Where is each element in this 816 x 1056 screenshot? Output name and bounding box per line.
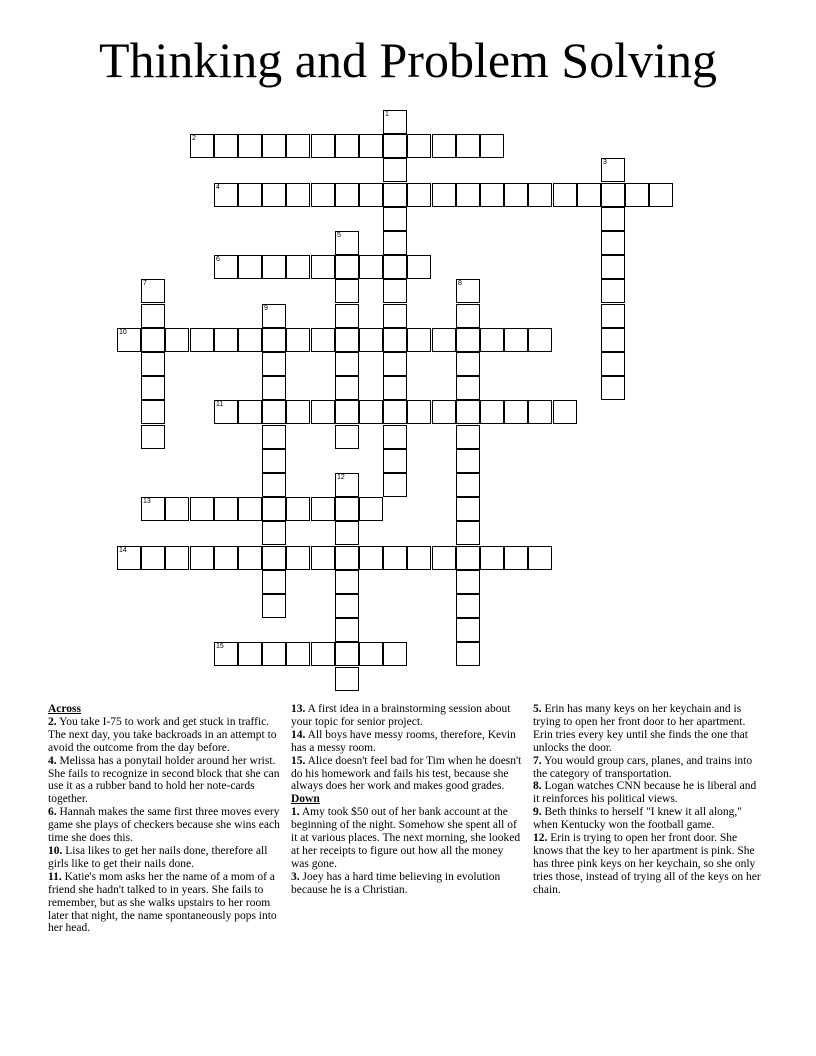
grid-cell[interactable] bbox=[577, 183, 601, 207]
grid-cell[interactable] bbox=[262, 594, 286, 618]
grid-cell[interactable] bbox=[190, 546, 214, 570]
grid-cell[interactable] bbox=[383, 473, 407, 497]
grid-cell[interactable] bbox=[480, 546, 504, 570]
grid-cell[interactable] bbox=[504, 183, 528, 207]
grid-cell[interactable] bbox=[286, 328, 310, 352]
grid-cell[interactable] bbox=[335, 521, 359, 545]
grid-cell[interactable] bbox=[262, 134, 286, 158]
grid-cell[interactable] bbox=[190, 328, 214, 352]
grid-cell[interactable] bbox=[383, 304, 407, 328]
grid-cell[interactable] bbox=[456, 546, 480, 570]
grid-cell[interactable] bbox=[141, 376, 165, 400]
grid-cell[interactable] bbox=[528, 183, 552, 207]
clue-text: Katie's mom asks her the name of a mom of a friend she hadn't talked to in years. She fails to remember, but as she walks upstairs to her room later that night, the name spontaneously pops into her head. bbox=[48, 870, 277, 935]
grid-cell[interactable] bbox=[141, 497, 165, 521]
grid-cell[interactable] bbox=[214, 400, 238, 424]
cell-number: 13 bbox=[143, 498, 151, 505]
grid-cell[interactable] bbox=[601, 231, 625, 255]
grid-cell[interactable] bbox=[456, 425, 480, 449]
grid-cell[interactable] bbox=[335, 376, 359, 400]
grid-cell[interactable] bbox=[528, 400, 552, 424]
grid-cell[interactable] bbox=[286, 183, 310, 207]
grid-cell[interactable] bbox=[407, 255, 431, 279]
grid-cell[interactable] bbox=[456, 376, 480, 400]
grid-cell[interactable] bbox=[286, 642, 310, 666]
grid-cell[interactable] bbox=[456, 352, 480, 376]
grid-cell[interactable] bbox=[262, 425, 286, 449]
grid-cell[interactable] bbox=[262, 521, 286, 545]
cell-number: 15 bbox=[216, 643, 224, 650]
grid-cell[interactable] bbox=[456, 400, 480, 424]
clue-number: 4. bbox=[48, 754, 57, 767]
grid-cell[interactable] bbox=[504, 546, 528, 570]
grid-cell[interactable] bbox=[407, 183, 431, 207]
clue-text: All boys have messy rooms, therefore, Kevin has a messy room. bbox=[291, 728, 516, 754]
grid-cell[interactable] bbox=[456, 328, 480, 352]
grid-cell[interactable] bbox=[359, 497, 383, 521]
grid-cell[interactable] bbox=[238, 497, 262, 521]
cell-number: 8 bbox=[458, 280, 462, 287]
grid-cell[interactable] bbox=[214, 328, 238, 352]
grid-cell[interactable] bbox=[383, 134, 407, 158]
clue-number: 3. bbox=[291, 870, 300, 883]
grid-cell[interactable] bbox=[601, 158, 625, 182]
grid-cell[interactable] bbox=[407, 400, 431, 424]
grid-cell[interactable] bbox=[165, 328, 189, 352]
grid-cell[interactable] bbox=[238, 183, 262, 207]
grid-cell[interactable] bbox=[383, 158, 407, 182]
grid-cell[interactable] bbox=[335, 473, 359, 497]
grid-cell[interactable] bbox=[141, 279, 165, 303]
grid-cell[interactable] bbox=[528, 546, 552, 570]
grid-cell[interactable] bbox=[335, 497, 359, 521]
grid-cell[interactable] bbox=[311, 497, 335, 521]
clue-text: Hannah makes the same first three moves every game she plays of checkers because she wins each time she does this. bbox=[48, 806, 280, 845]
grid-cell[interactable] bbox=[141, 304, 165, 328]
grid-cell[interactable] bbox=[456, 134, 480, 158]
grid-cell[interactable] bbox=[553, 183, 577, 207]
grid-cell[interactable] bbox=[190, 497, 214, 521]
grid-cell[interactable] bbox=[238, 642, 262, 666]
grid-cell[interactable] bbox=[456, 449, 480, 473]
grid-cell[interactable] bbox=[311, 134, 335, 158]
grid-cell[interactable] bbox=[262, 352, 286, 376]
clue-number: 8. bbox=[533, 780, 542, 793]
grid-cell[interactable] bbox=[335, 667, 359, 691]
grid-cell[interactable] bbox=[335, 546, 359, 570]
grid-cell[interactable] bbox=[456, 304, 480, 328]
clue-across-11 bbox=[48, 871, 280, 936]
grid-cell[interactable] bbox=[432, 400, 456, 424]
grid-cell[interactable] bbox=[214, 255, 238, 279]
grid-cell[interactable] bbox=[311, 546, 335, 570]
cell-number: 11 bbox=[216, 401, 224, 408]
grid-cell[interactable] bbox=[383, 231, 407, 255]
clues-column-3 bbox=[533, 703, 765, 897]
grid-cell[interactable] bbox=[335, 400, 359, 424]
grid-cell[interactable] bbox=[432, 328, 456, 352]
grid-cell[interactable] bbox=[335, 328, 359, 352]
grid-cell[interactable] bbox=[141, 328, 165, 352]
clue-number: 12. bbox=[533, 832, 548, 845]
grid-cell[interactable] bbox=[141, 425, 165, 449]
grid-cell[interactable] bbox=[649, 183, 673, 207]
clue-text: Lisa likes to get her nails done, therefore all girls like to get their nails done. bbox=[48, 844, 268, 870]
grid-cell[interactable] bbox=[383, 642, 407, 666]
clues-column-1 bbox=[48, 703, 280, 935]
grid-cell[interactable] bbox=[286, 255, 310, 279]
page-title: Thinking and Problem Solving bbox=[98, 32, 718, 88]
clue-across-2 bbox=[48, 716, 280, 755]
clue-number: 10. bbox=[48, 844, 63, 857]
grid-cell[interactable] bbox=[262, 376, 286, 400]
grid-cell[interactable] bbox=[601, 255, 625, 279]
grid-cell[interactable] bbox=[262, 449, 286, 473]
grid-cell[interactable] bbox=[262, 473, 286, 497]
grid-cell[interactable] bbox=[214, 134, 238, 158]
down-heading: Down bbox=[291, 793, 320, 806]
clue-number: 14. bbox=[291, 728, 306, 741]
grid-cell[interactable] bbox=[262, 255, 286, 279]
grid-cell[interactable] bbox=[601, 328, 625, 352]
cell-number: 7 bbox=[143, 280, 147, 287]
clue-number: 11. bbox=[48, 870, 62, 883]
grid-cell[interactable] bbox=[456, 618, 480, 642]
clue-text: Logan watches CNN because he is liberal and it reinforces his political views. bbox=[533, 780, 757, 806]
grid-cell[interactable] bbox=[601, 352, 625, 376]
clue-down-1 bbox=[291, 806, 523, 871]
clue-down-5 bbox=[533, 703, 765, 755]
grid-cell[interactable] bbox=[262, 400, 286, 424]
cell-number: 5 bbox=[337, 232, 341, 239]
grid-cell[interactable] bbox=[456, 521, 480, 545]
grid-cell[interactable] bbox=[117, 546, 141, 570]
cell-number: 4 bbox=[216, 184, 220, 191]
grid-cell[interactable] bbox=[335, 594, 359, 618]
grid-cell[interactable] bbox=[335, 642, 359, 666]
grid-cell[interactable] bbox=[238, 400, 262, 424]
grid-cell[interactable] bbox=[456, 473, 480, 497]
grid-cell[interactable] bbox=[456, 642, 480, 666]
grid-cell[interactable] bbox=[601, 279, 625, 303]
grid-cell[interactable] bbox=[117, 328, 141, 352]
grid-cell[interactable] bbox=[214, 183, 238, 207]
clue-number: 7. bbox=[533, 754, 542, 767]
cell-number: 2 bbox=[192, 135, 196, 142]
grid-cell[interactable] bbox=[214, 642, 238, 666]
across-heading: Across bbox=[48, 703, 82, 715]
grid-cell[interactable] bbox=[335, 570, 359, 594]
grid-cell[interactable] bbox=[214, 497, 238, 521]
cell-number: 12 bbox=[337, 474, 345, 481]
grid-cell[interactable] bbox=[335, 618, 359, 642]
clue-text: Joey has a hard time believing in evolution because he is a Christian. bbox=[291, 870, 501, 896]
grid-cell[interactable] bbox=[286, 497, 310, 521]
clue-across-10 bbox=[48, 845, 280, 871]
clue-text: A first idea in a brainstorming session about your topic for senior project. bbox=[291, 703, 511, 728]
grid-cell[interactable] bbox=[383, 279, 407, 303]
grid-cell[interactable] bbox=[238, 328, 262, 352]
grid-cell[interactable] bbox=[383, 425, 407, 449]
grid-cell[interactable] bbox=[383, 449, 407, 473]
grid-cell[interactable] bbox=[480, 183, 504, 207]
grid-cell[interactable] bbox=[141, 352, 165, 376]
clue-down-8 bbox=[533, 780, 765, 806]
clue-down-9 bbox=[533, 806, 765, 832]
clue-down-12 bbox=[533, 832, 765, 897]
grid-cell[interactable] bbox=[311, 400, 335, 424]
grid-cell[interactable] bbox=[383, 207, 407, 231]
grid-cell[interactable] bbox=[504, 328, 528, 352]
grid-cell[interactable] bbox=[359, 134, 383, 158]
clue-text: Melissa has a ponytail holder around her wrist. She fails to recognize in second block that she can use it as a rubber band to hold her note-cards together. bbox=[48, 754, 280, 806]
clue-number: 1. bbox=[291, 806, 300, 819]
grid-cell[interactable] bbox=[286, 546, 310, 570]
grid-cell[interactable] bbox=[359, 328, 383, 352]
clue-number: 15. bbox=[291, 754, 306, 767]
clue-number: 5. bbox=[533, 703, 542, 715]
grid-cell[interactable] bbox=[262, 304, 286, 328]
grid-cell[interactable] bbox=[311, 255, 335, 279]
grid-cell[interactable] bbox=[383, 352, 407, 376]
clue-number: 13. bbox=[291, 703, 306, 715]
grid-cell[interactable] bbox=[335, 183, 359, 207]
grid-cell[interactable] bbox=[456, 183, 480, 207]
grid-cell[interactable] bbox=[359, 546, 383, 570]
cell-number: 9 bbox=[264, 305, 268, 312]
grid-cell[interactable] bbox=[359, 642, 383, 666]
grid-cell[interactable] bbox=[456, 497, 480, 521]
grid-cell[interactable] bbox=[190, 134, 214, 158]
grid-cell[interactable] bbox=[601, 304, 625, 328]
grid-cell[interactable] bbox=[601, 376, 625, 400]
grid-cell[interactable] bbox=[456, 570, 480, 594]
clues-column-2 bbox=[291, 703, 523, 897]
grid-cell[interactable] bbox=[432, 183, 456, 207]
grid-cell[interactable] bbox=[456, 594, 480, 618]
clue-text: Alice doesn't feel bad for Tim when he doesn't do his homework and fails his test, because she always does her work and makes good grades. bbox=[291, 754, 522, 793]
grid-cell[interactable] bbox=[141, 546, 165, 570]
grid-cell[interactable] bbox=[335, 352, 359, 376]
clue-down-7 bbox=[533, 755, 765, 781]
grid-cell[interactable] bbox=[407, 546, 431, 570]
grid-cell[interactable] bbox=[504, 400, 528, 424]
grid-cell[interactable] bbox=[311, 642, 335, 666]
grid-cell[interactable] bbox=[480, 400, 504, 424]
clue-across-13 bbox=[291, 703, 523, 729]
cell-number: 1 bbox=[385, 111, 389, 118]
grid-cell[interactable] bbox=[335, 231, 359, 255]
clue-down-3 bbox=[291, 871, 523, 897]
grid-cell[interactable] bbox=[262, 570, 286, 594]
grid-cell[interactable] bbox=[262, 546, 286, 570]
grid-cell[interactable] bbox=[456, 279, 480, 303]
grid-cell[interactable] bbox=[383, 376, 407, 400]
grid-cell[interactable] bbox=[238, 134, 262, 158]
grid-cell[interactable] bbox=[601, 207, 625, 231]
grid-cell[interactable] bbox=[238, 546, 262, 570]
clue-across-15 bbox=[291, 755, 523, 794]
grid-cell[interactable] bbox=[262, 642, 286, 666]
grid-cell[interactable] bbox=[262, 328, 286, 352]
clue-number: 9. bbox=[533, 806, 542, 819]
grid-cell[interactable] bbox=[407, 328, 431, 352]
grid-cell[interactable] bbox=[311, 183, 335, 207]
grid-cell[interactable] bbox=[359, 255, 383, 279]
grid-cell[interactable] bbox=[553, 400, 577, 424]
clue-text: Amy took $50 out of her bank account at the beginning of the night. Somehow she spent all of it at various places. The next morning, she looked at her receipts to figure out how all the money was gone. bbox=[291, 806, 521, 870]
clue-text: Beth thinks to herself "I knew it all along," when Kentucky won the football game. bbox=[533, 806, 743, 832]
grid-cell[interactable] bbox=[601, 183, 625, 207]
grid-cell[interactable] bbox=[165, 497, 189, 521]
cell-number: 6 bbox=[216, 256, 220, 263]
clue-text: You would group cars, planes, and trains into the category of transportation. bbox=[533, 754, 753, 780]
grid-cell[interactable] bbox=[311, 328, 335, 352]
clue-text: Erin is trying to open her front door. She knows that the key to her apartment is pink. She has three pink keys on her keychain, so she only tries those, instead of trying all of the keys on her chain. bbox=[533, 832, 761, 896]
grid-cell[interactable] bbox=[286, 400, 310, 424]
grid-cell[interactable] bbox=[214, 546, 238, 570]
grid-cell[interactable] bbox=[262, 497, 286, 521]
grid-cell[interactable] bbox=[383, 328, 407, 352]
cell-number: 10 bbox=[119, 329, 127, 336]
clue-number: 2. bbox=[48, 715, 57, 728]
grid-cell[interactable] bbox=[335, 255, 359, 279]
grid-cell[interactable] bbox=[480, 328, 504, 352]
grid-cell[interactable] bbox=[383, 183, 407, 207]
clue-across-6 bbox=[48, 806, 280, 845]
cell-number: 14 bbox=[119, 547, 127, 554]
grid-cell[interactable] bbox=[432, 546, 456, 570]
cell-number: 3 bbox=[603, 159, 607, 166]
grid-cell[interactable] bbox=[407, 134, 431, 158]
clue-across-4 bbox=[48, 755, 280, 807]
grid-cell[interactable] bbox=[286, 134, 310, 158]
grid-cell[interactable] bbox=[335, 304, 359, 328]
grid-cell[interactable] bbox=[528, 328, 552, 352]
grid-cell[interactable] bbox=[141, 400, 165, 424]
grid-cell[interactable] bbox=[359, 400, 383, 424]
grid-cell[interactable] bbox=[480, 134, 504, 158]
grid-cell[interactable] bbox=[383, 110, 407, 134]
clue-across-14 bbox=[291, 729, 523, 755]
clue-text: Erin has many keys on her keychain and is trying to open her front door to her apartment. Erin tries every key until she finds the one that unlocks the door. bbox=[533, 703, 748, 754]
grid-cell[interactable] bbox=[383, 546, 407, 570]
grid-cell[interactable] bbox=[335, 279, 359, 303]
grid-cell[interactable] bbox=[432, 134, 456, 158]
grid-cell[interactable] bbox=[625, 183, 649, 207]
clue-number: 6. bbox=[48, 806, 57, 819]
grid-cell[interactable] bbox=[359, 183, 383, 207]
grid-cell[interactable] bbox=[165, 546, 189, 570]
grid-cell[interactable] bbox=[238, 255, 262, 279]
grid-cell[interactable] bbox=[383, 400, 407, 424]
grid-cell[interactable] bbox=[383, 255, 407, 279]
grid-cell[interactable] bbox=[262, 183, 286, 207]
clue-text: You take I-75 to work and get stuck in traffic. The next day, you take backroads in an attempt to avoid the outcome from the day before. bbox=[48, 715, 277, 754]
grid-cell[interactable] bbox=[335, 134, 359, 158]
grid-cell[interactable] bbox=[335, 425, 359, 449]
